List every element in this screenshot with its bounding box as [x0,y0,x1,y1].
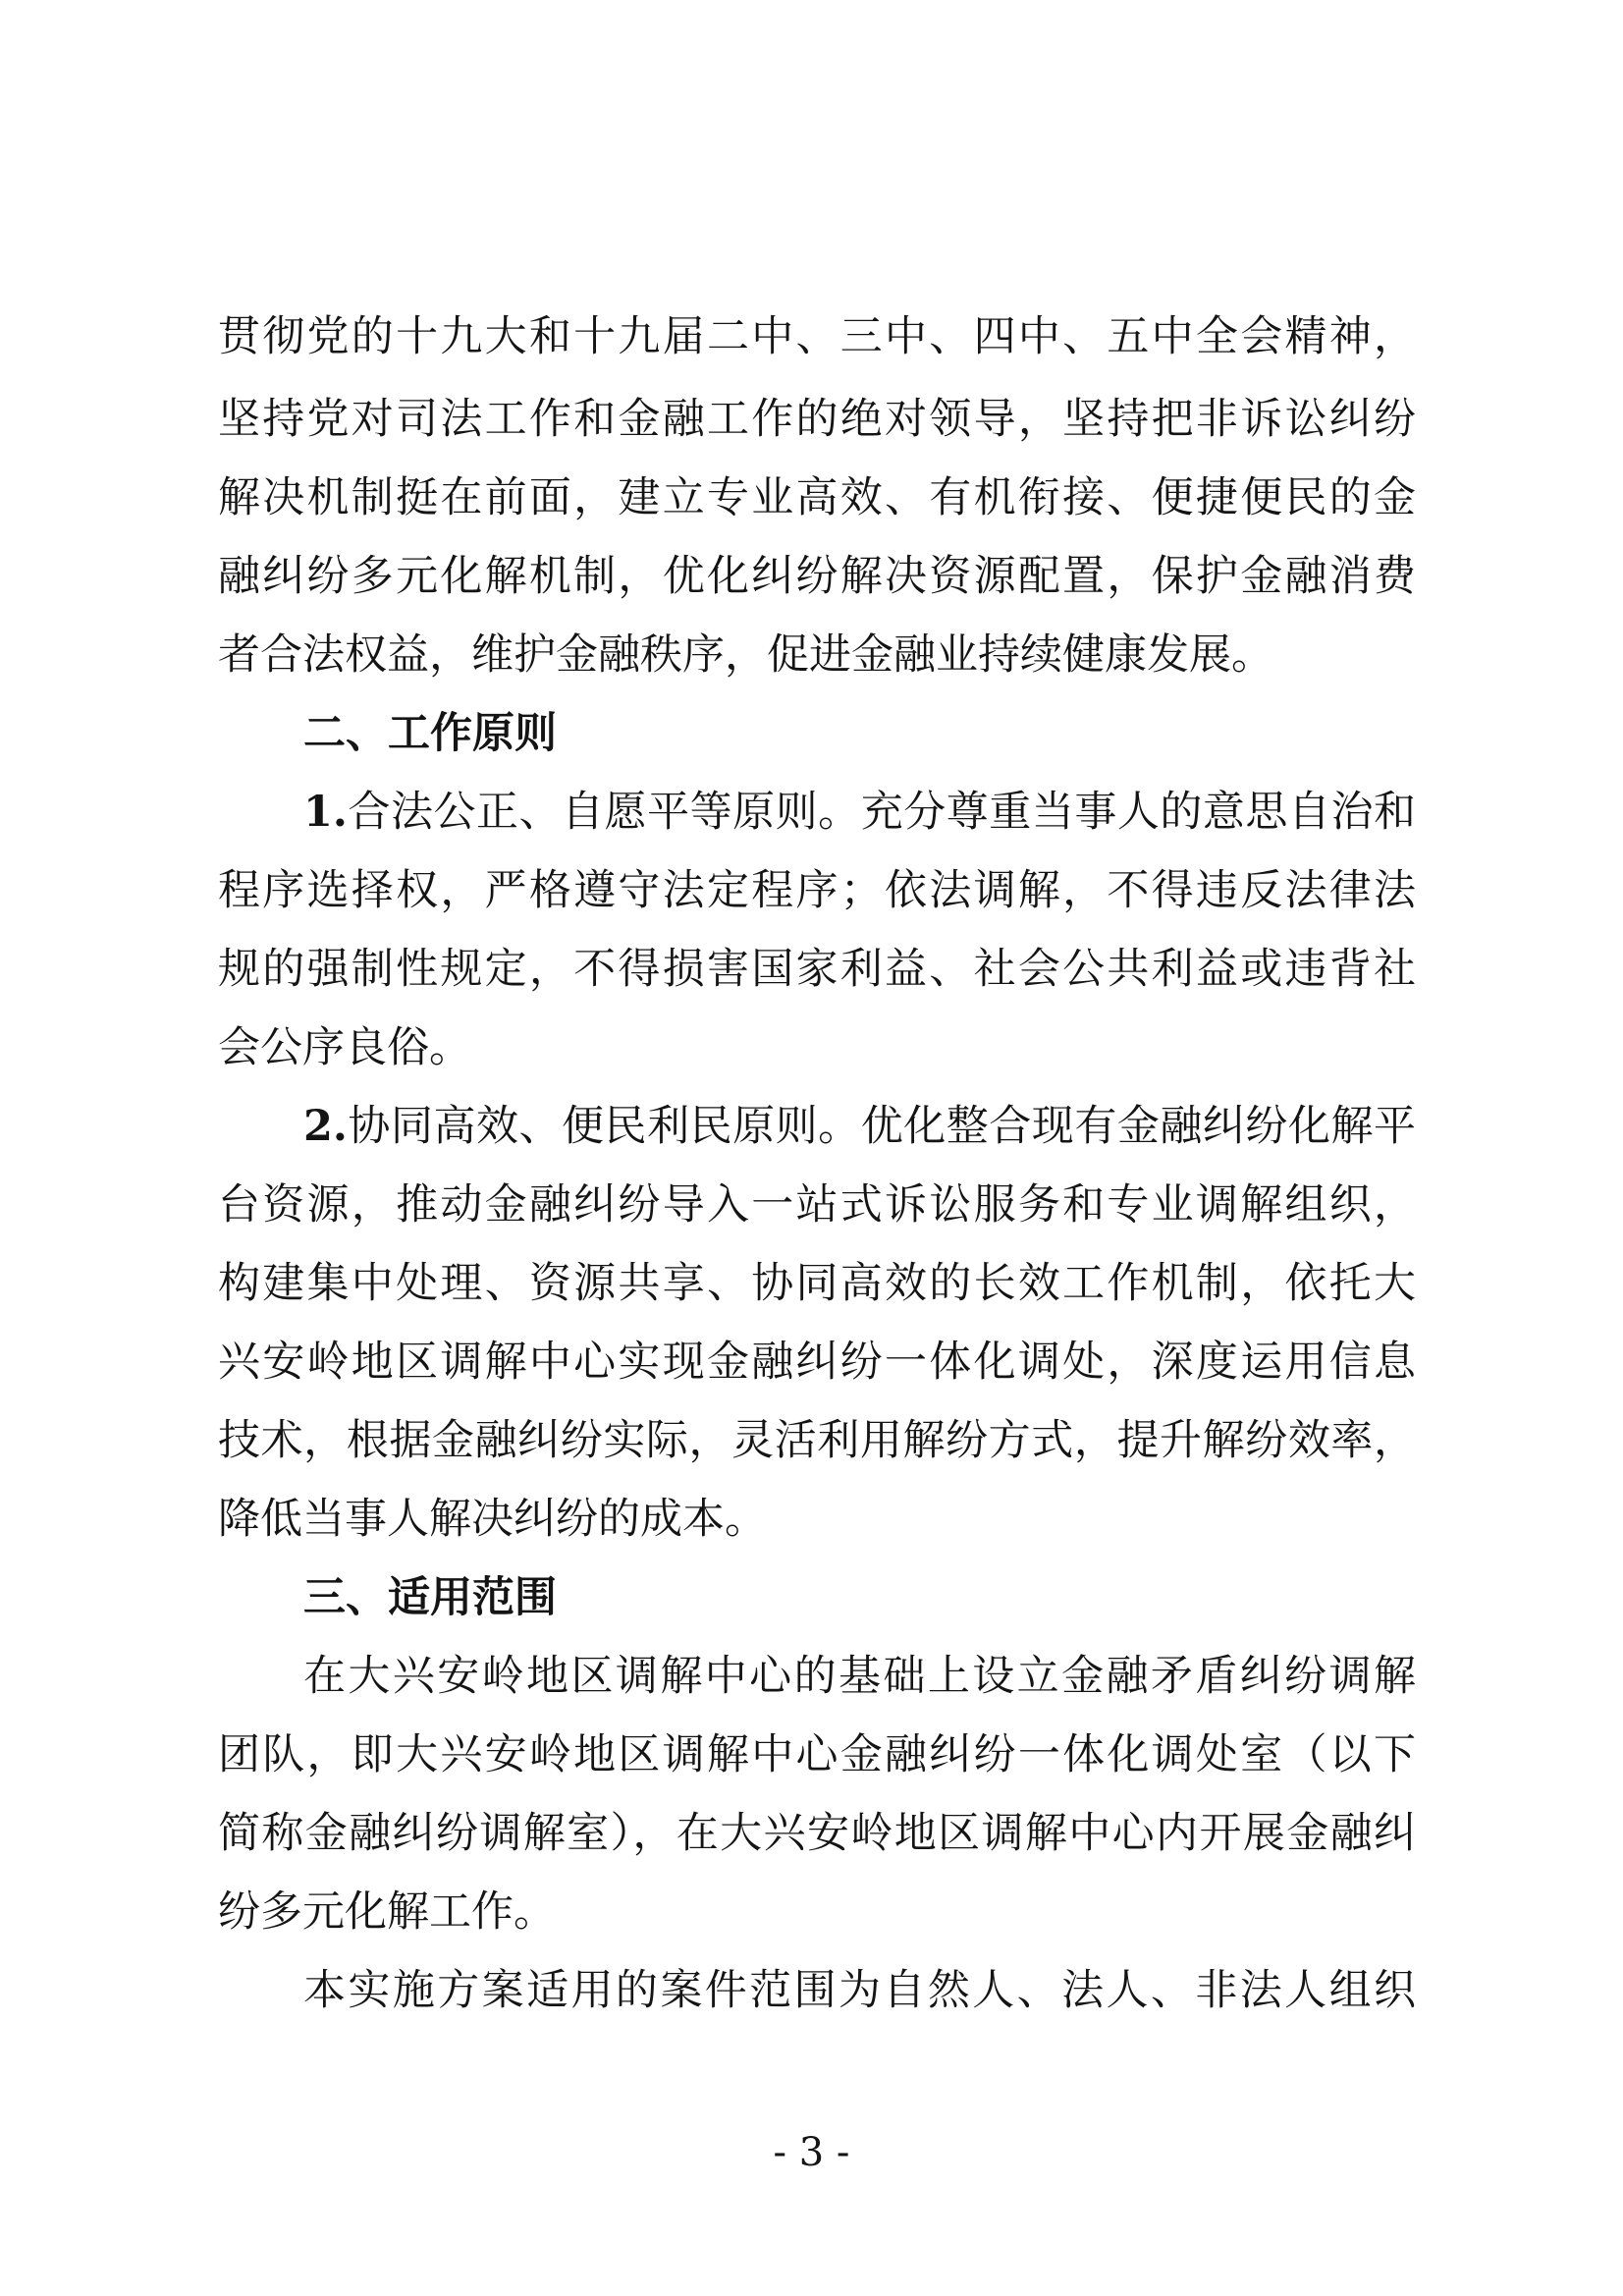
intro-line-1: 贯彻党的十九大和十九届二中、三中、四中、五中全会精神， [218,312,1416,361]
principle-2-number: 2. [303,1102,348,1151]
principle-2-line-6: 降低当事人解决纠纷的成本。 [218,1495,767,1544]
principle-2-line-4: 兴安岭地区调解中心实现金融纠纷一体化调处，深度运用信息 [218,1338,1416,1387]
principle-2-first-line [303,1092,1416,1161]
principle-1-line-2: 程序选择权，严格遵守法定程序；依法调解，不得违反法律法 [218,866,1416,915]
scope-para-1-line-4: 纷多元化解工作。 [218,1887,556,1937]
principle-1-line-3: 规的强制性规定，不得损害国家利益、社会公共利益或违背社 [218,945,1416,994]
page-number: - 3 - [773,2130,850,2175]
intro-line-3: 解决机制挺在前面，建立专业高效、有机衔接、便捷便民的金 [218,473,1416,522]
section-heading-principles: 二、工作原则 [303,709,557,758]
section-heading-scope: 三、适用范围 [303,1573,557,1622]
principle-2-line-5: 技术，根据金融纠纷实际，灵活利用解纷方式，提升解纷效率， [218,1416,1416,1465]
principle-1-line-4: 会公序良俗。 [218,1023,471,1072]
principle-1-first-line [303,778,1416,847]
principle-1-number: 1. [303,788,348,837]
intro-line-4: 融纠纷多元化解机制，优化纠纷解决资源配置，保护金融消费 [218,552,1416,601]
principle-2-line-3: 构建集中处理、资源共享、协同高效的长效工作机制，依托大 [218,1259,1416,1308]
scope-para-1-line-3: 简称金融纠纷调解室），在大兴安岭地区调解中心内开展金融纠 [218,1809,1416,1858]
principle-1-text: 合法公正、自愿平等原则。充分尊重当事人的意思自治和 [347,788,1416,837]
scope-para-1-first-line: 在大兴安岭地区调解中心的基础上设立金融矛盾纠纷调解 [303,1652,1416,1701]
intro-line-2: 坚持党对司法工作和金融工作的绝对领导，坚持把非诉讼纠纷 [218,395,1416,444]
intro-line-5: 者合法权益，维护金融秩序，促进金融业持续健康发展。 [218,630,1273,680]
scope-para-1-line-2: 团队，即大兴安岭地区调解中心金融纠纷一体化调处室（以下 [218,1730,1416,1779]
principle-2-line-2: 台资源，推动金融纠纷导入一站式诉讼服务和专业调解组织， [218,1180,1416,1230]
principle-2-text: 协同高效、便民利民原则。优化整合现有金融纠纷化解平 [347,1102,1416,1151]
scope-para-2-first-line: 本实施方案适用的案件范围为自然人、法人、非法人组织 [303,1966,1416,2015]
